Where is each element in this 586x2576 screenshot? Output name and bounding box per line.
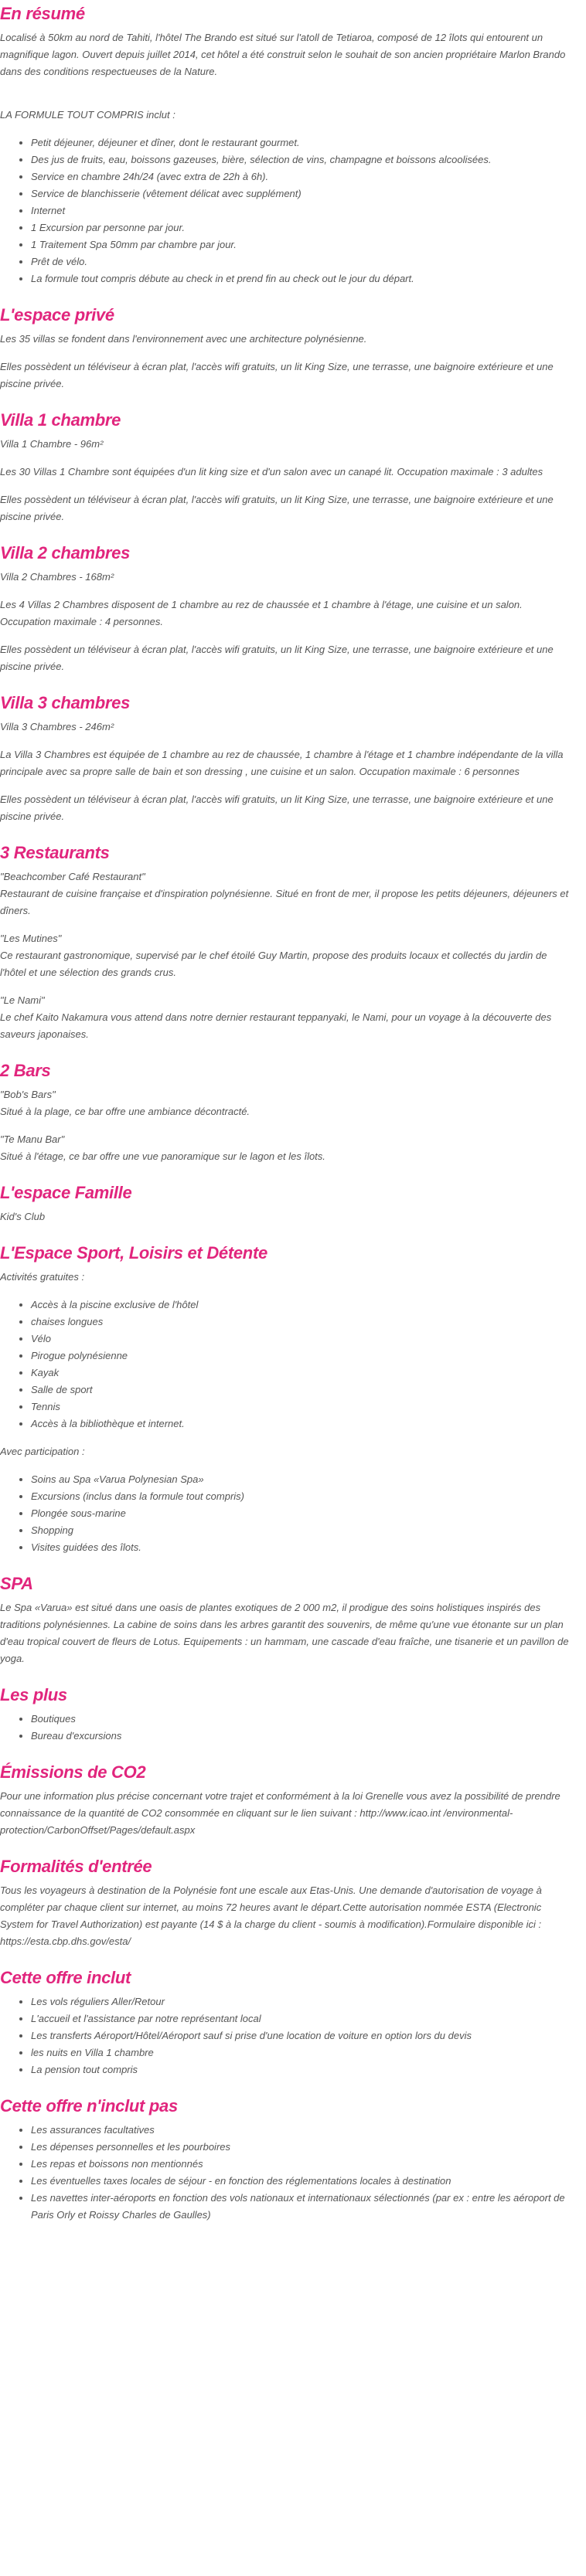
paragraph: Les 35 villas se fondent dans l'environnement avec une architecture polynésienne. bbox=[0, 333, 367, 345]
paragraph: Elles possèdent un téléviseur à écran plat, l'accès wifi gratuits, un lit King Size, une terrasse, une baignoire extérieure et une piscine privée. bbox=[0, 494, 554, 522]
list-item: • 1 Excursion par personne par jour. bbox=[31, 219, 574, 236]
bar-name: "Te Manu Bar" bbox=[0, 1133, 65, 1145]
section-title-co2: Émissions de CO2 bbox=[0, 1762, 146, 1782]
paid-activities-list bbox=[0, 1471, 574, 1556]
paid-activities-heading: Avec participation : bbox=[0, 1446, 85, 1457]
list-item: • Pirogue polynésienne bbox=[31, 1347, 574, 1364]
list-item: • Les assurances facultatives bbox=[31, 2122, 574, 2139]
section-title-bars: 2 Bars bbox=[0, 1061, 51, 1080]
restaurant-entry bbox=[0, 868, 574, 919]
restaurant-desc: Le chef Kaito Nakamura vous attend dans notre dernier restaurant teppanyaki, le Nami, pour un voyage à la découverte des saveurs japonaises. bbox=[0, 1011, 552, 1040]
list-item: • Les repas et boissons non mentionnés bbox=[31, 2156, 574, 2173]
list-item: • Les navettes inter-aéroports en fonction des vols nationaux et internationaux sélectionnés (par ex : entre les aéroport de Paris Orly et Roissy Charles de Gaulles) bbox=[31, 2190, 574, 2224]
ninclut-list bbox=[0, 2122, 574, 2224]
plus-list bbox=[0, 1711, 574, 1745]
paragraph: La Villa 3 Chambres est équipée de 1 chambre au rez de chaussée, 1 chambre à l'étage et 1 chambre indépendante de la villa principale avec sa propre salle de bain et son dressing , une cuisine et un salon. Occupation maximale : 6 personnes bbox=[0, 749, 564, 777]
list-item: • L'accueil et l'assistance par notre représentant local bbox=[31, 2010, 574, 2027]
section-title-espace-prive: L'espace privé bbox=[0, 305, 114, 325]
list-item: • Tennis bbox=[31, 1398, 574, 1415]
list-item: • Excursions (inclus dans la formule tout compris) bbox=[31, 1488, 574, 1505]
list-item: • Service de blanchisserie (vêtement délicat avec supplément) bbox=[31, 185, 574, 202]
list-item: • Plongée sous-marine bbox=[31, 1505, 574, 1522]
offer-description bbox=[0, 3, 580, 2224]
paragraph: Elles possèdent un téléviseur à écran plat, l'accès wifi gratuits, un lit King Size, une terrasse, une baignoire extérieure et une piscine privée. bbox=[0, 644, 554, 672]
paragraph: Le Spa «Varua» est situé dans une oasis de plantes exotiques de 2 000 m2, il prodigue des soins holistiques inspirés des traditions polynésiennes. La cabine de soins dans les arbres garantit des souvenirs, de même qu'une vue étonante sur un plan d'eau tropical couvert de fleurs de Lotus. Equipements : un hammam, une cascade d'eau fraîche, une tisanerie et un pavillon de yoga. bbox=[0, 1602, 569, 1664]
section-title-resume: En résumé bbox=[0, 4, 85, 23]
restaurant-name: "Le Nami" bbox=[0, 994, 45, 1006]
restaurant-name: "Les Mutines" bbox=[0, 933, 62, 944]
section-title-villa-3: Villa 3 chambres bbox=[0, 693, 131, 712]
list-item: • Salle de sport bbox=[31, 1381, 574, 1398]
section-title-formalites: Formalités d'entrée bbox=[0, 1857, 152, 1876]
list-item: • Soins au Spa «Varua Polynesian Spa» bbox=[31, 1471, 574, 1488]
list-item: • Les dépenses personnelles et les pourboires bbox=[31, 2139, 574, 2156]
inclut-list bbox=[0, 1993, 574, 2078]
section-title-famille: L'espace Famille bbox=[0, 1183, 132, 1202]
section-title-plus: Les plus bbox=[0, 1685, 67, 1704]
paragraph: Kid's Club bbox=[0, 1211, 46, 1222]
paragraph: Elles possèdent un téléviseur à écran plat, l'accès wifi gratuits, un lit King Size, une terrasse, une baignoire extérieure et une piscine privée. bbox=[0, 794, 554, 822]
restaurant-desc: Restaurant de cuisine française et d'inspiration polynésienne. Situé en front de mer, il propose les petits déjeuners, déjeuners et dîners. bbox=[0, 888, 569, 916]
villa-subtitle: Villa 2 Chambres - 168m² bbox=[0, 571, 114, 583]
formula-list bbox=[0, 134, 574, 287]
section-title-villa-1: Villa 1 chambre bbox=[0, 410, 121, 430]
list-item: • Accès à la bibliothèque et internet. bbox=[31, 1415, 574, 1432]
list-item: • Les vols réguliers Aller/Retour bbox=[31, 1993, 574, 2010]
bar-entry bbox=[0, 1131, 574, 1165]
paragraph: Les 4 Villas 2 Chambres disposent de 1 chambre au rez de chaussée et 1 chambre à l'étage, une cuisine et un salon. Occupation maximale : 4 personnes. bbox=[0, 599, 523, 627]
free-activities-heading: Activités gratuites : bbox=[0, 1271, 85, 1283]
paragraph: Les 30 Villas 1 Chambre sont équipées d'un lit king size et d'un salon avec un canapé lit. Occupation maximale : 3 adultes bbox=[0, 466, 543, 477]
villa-subtitle: Villa 3 Chambres - 246m² bbox=[0, 721, 114, 732]
section-title-ninclut: Cette offre n'inclut pas bbox=[0, 2096, 178, 2116]
restaurant-desc: Ce restaurant gastronomique, supervisé par le chef étoilé Guy Martin, propose des produits locaux et collectés du jardin de l'hôtel et une sélection des grands crus. bbox=[0, 950, 547, 978]
paragraph: Pour une information plus précise concernant votre trajet et conformément à la loi Grenelle vous avez la possibilité de prendre connaissance de la quantité de CO2 consommée en cliquant sur le lien suivant : http://www.icao.int /environmental-protection/CarbonOffset/Pages/default.aspx bbox=[0, 1790, 560, 1836]
list-item: • Vélo bbox=[31, 1330, 574, 1347]
list-item: • Des jus de fruits, eau, boissons gazeuses, bière, sélection de vins, champagne et boissons alcoolisées. bbox=[31, 151, 574, 168]
list-item: • La formule tout compris débute au check in et prend fin au check out le jour du départ. bbox=[31, 270, 574, 287]
bar-desc: Situé à la plage, ce bar offre une ambiance décontracté. bbox=[0, 1106, 250, 1117]
list-item: • Service en chambre 24h/24 (avec extra de 22h à 6h). bbox=[31, 168, 574, 185]
section-title-restaurants: 3 Restaurants bbox=[0, 843, 110, 862]
list-item: • Bureau d'excursions bbox=[31, 1728, 574, 1745]
bar-entry bbox=[0, 1086, 574, 1120]
section-title-inclut: Cette offre inclut bbox=[0, 1968, 131, 1987]
list-item: • Petit déjeuner, déjeuner et dîner, dont le restaurant gourmet. bbox=[31, 134, 574, 151]
list-item: • La pension tout compris bbox=[31, 2061, 574, 2078]
section-title-sport: L'Espace Sport, Loisirs et Détente bbox=[0, 1243, 267, 1263]
list-item: • Visites guidées des îlots. bbox=[31, 1539, 574, 1556]
restaurant-entry bbox=[0, 992, 574, 1043]
bar-desc: Situé à l'étage, ce bar offre une vue panoramique sur le lagon et les îlots. bbox=[0, 1150, 325, 1162]
list-item: • chaises longues bbox=[31, 1313, 574, 1330]
section-title-villa-2: Villa 2 chambres bbox=[0, 543, 131, 562]
free-activities-list bbox=[0, 1296, 574, 1432]
restaurant-name: "Beachcomber Café Restaurant" bbox=[0, 871, 145, 882]
list-item: • Prêt de vélo. bbox=[31, 253, 574, 270]
restaurant-entry bbox=[0, 930, 574, 981]
list-item: • Shopping bbox=[31, 1522, 574, 1539]
resume-intro: Localisé à 50km au nord de Tahiti, l'hôtel The Brando est situé sur l'atoll de Tetiaroa, composé de 12 îlots qui entourent un magnifique lagon. Ouvert depuis juillet 2014, cet hôtel a été construit selon le souhait de son ancien propriétaire Marlon Brando dans des conditions respectueuses de la Nature. bbox=[0, 32, 566, 77]
list-item: • Les éventuelles taxes locales de séjour - en fonction des réglementations locales à destination bbox=[31, 2173, 574, 2190]
villa-subtitle: Villa 1 Chambre - 96m² bbox=[0, 438, 104, 450]
section-title-spa: SPA bbox=[0, 1574, 33, 1593]
list-item: • Boutiques bbox=[31, 1711, 574, 1728]
list-item: • Accès à la piscine exclusive de l'hôtel bbox=[31, 1296, 574, 1313]
list-item: • 1 Traitement Spa 50mm par chambre par jour. bbox=[31, 236, 574, 253]
list-item: • Les transferts Aéroport/Hôtel/Aéroport sauf si prise d'une location de voiture en option lors du devis bbox=[31, 2027, 574, 2044]
paragraph: Tous les voyageurs à destination de la Polynésie font une escale aux Etas-Unis. Une demande d'autorisation de voyage à compléter par chaque client sur internet, au moins 72 heures avant le départ.Cette autorisation nommée ESTA (Electronic System for Travel Authorization) est payante (14 $ à la charge du client - soumis à modification).Formulaire disponible ici : https://esta.cbp.dhs.gov/esta/ bbox=[0, 1884, 542, 1947]
list-item: • les nuits en Villa 1 chambre bbox=[31, 2044, 574, 2061]
bar-name: "Bob's Bars" bbox=[0, 1089, 56, 1100]
formula-heading: LA FORMULE TOUT COMPRIS inclut : bbox=[0, 109, 175, 121]
paragraph: Elles possèdent un téléviseur à écran plat, l'accès wifi gratuits, un lit King Size, une terrasse, une baignoire extérieure et une piscine privée. bbox=[0, 361, 554, 389]
list-item: • Internet bbox=[31, 202, 574, 219]
list-item: • Kayak bbox=[31, 1364, 574, 1381]
